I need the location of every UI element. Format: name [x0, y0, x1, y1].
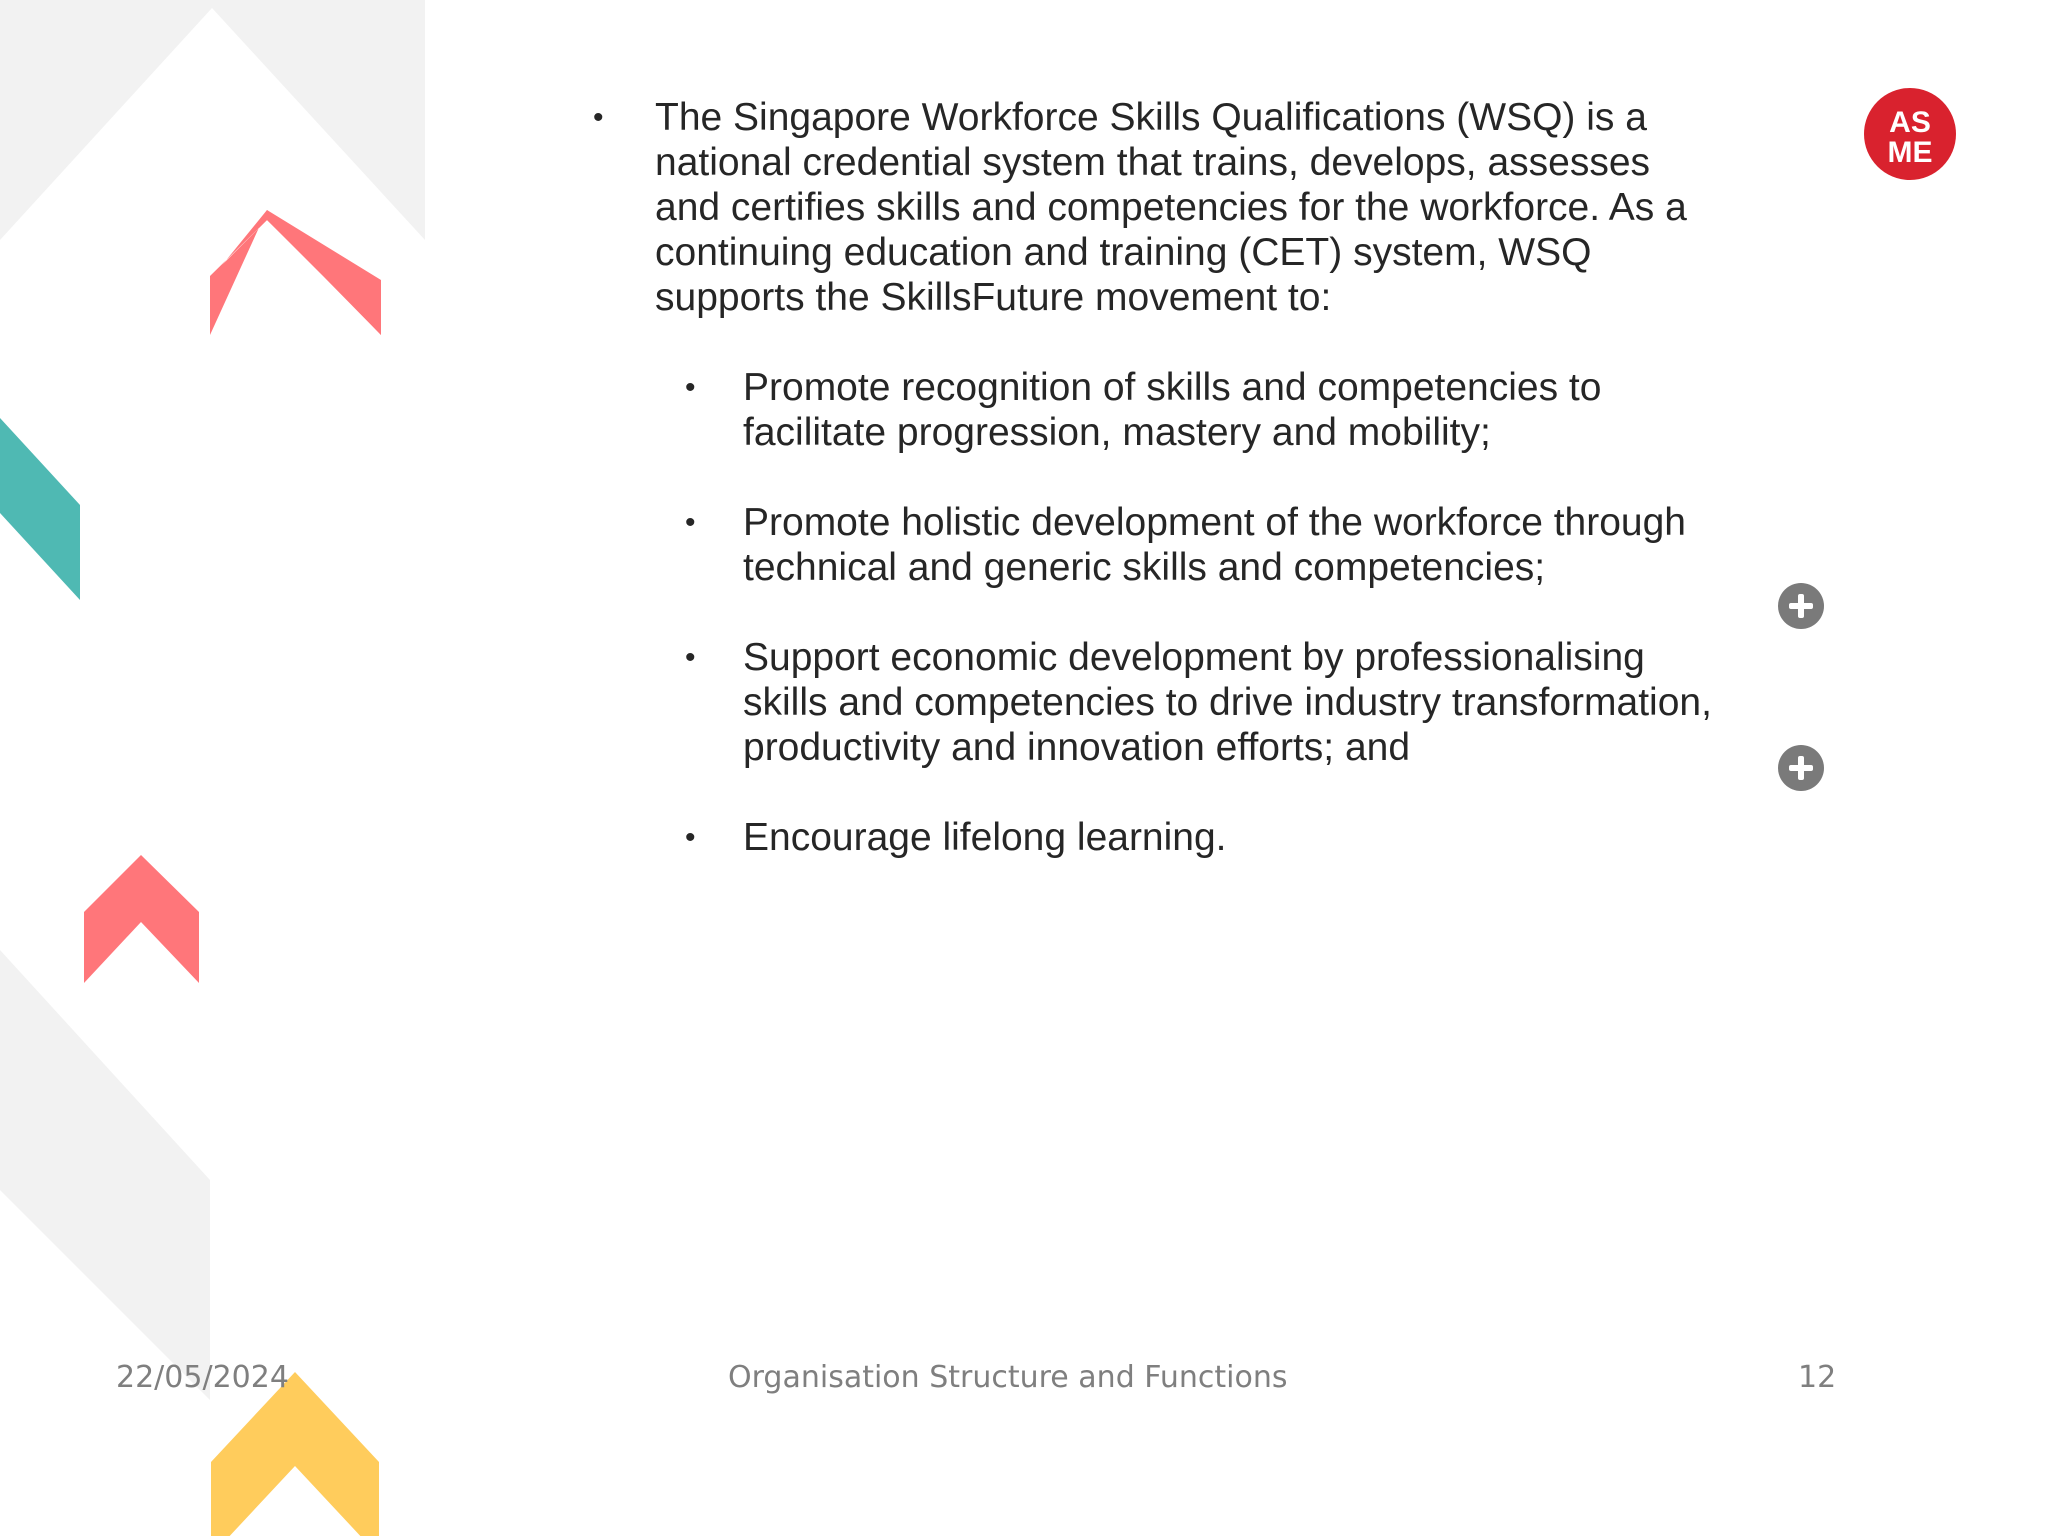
- yellow-arrow: [211, 1372, 379, 1536]
- sub-bullet-text: Promote recognition of skills and competencies to facilitate progression, mastery and mobility;: [743, 366, 1602, 454]
- sub-bullet-item: [681, 815, 1725, 860]
- logo-text-bottom: ME: [1887, 136, 1933, 169]
- sub-bullet-text: Support economic development by professionalising skills and competencies to drive industry transformation, productivity and innovation efforts; and: [743, 636, 1712, 769]
- logo-text-top: AS: [1889, 106, 1931, 139]
- sub-bullet-item: [681, 500, 1725, 590]
- bullet-marker: •: [593, 101, 604, 134]
- plus-circle-icon[interactable]: [1778, 745, 1824, 791]
- sub-bullet-item: [681, 635, 1725, 770]
- bullet-marker: •: [685, 506, 696, 539]
- gray-chevron-top: [0, 0, 425, 240]
- asme-logo: [1864, 88, 1956, 180]
- sub-bullet-item: [681, 365, 1725, 455]
- bullet-marker: •: [685, 821, 696, 854]
- gray-chevron-bottom: [0, 950, 210, 1400]
- plus-circle-icon[interactable]: [1778, 583, 1824, 629]
- sub-bullet-text: Encourage lifelong learning.: [743, 816, 1227, 859]
- coral-arrow-lower: [84, 855, 199, 983]
- teal-stripe: [0, 418, 80, 600]
- bullet-marker: •: [685, 641, 696, 674]
- main-bullet-text: The Singapore Workforce Skills Qualifications (WSQ) is a national credential system that trains, develops, assesses and certifies skills and competencies for the workforce. As a continuing education and training (CET) system, WSQ supports the SkillsFuture movement to:: [655, 96, 1687, 319]
- footer-title: Organisation Structure and Functions: [728, 1360, 1288, 1395]
- sub-bullet-text: Promote holistic development of the workforce through technical and generic skills and competencies;: [743, 501, 1686, 589]
- content-area: [585, 95, 1725, 905]
- bullet-marker: •: [685, 371, 696, 404]
- sub-bullet-list: [681, 365, 1725, 860]
- page-number: 12: [1798, 1360, 1837, 1395]
- footer-date: 22/05/2024: [116, 1360, 289, 1395]
- main-bullet: [585, 95, 1725, 320]
